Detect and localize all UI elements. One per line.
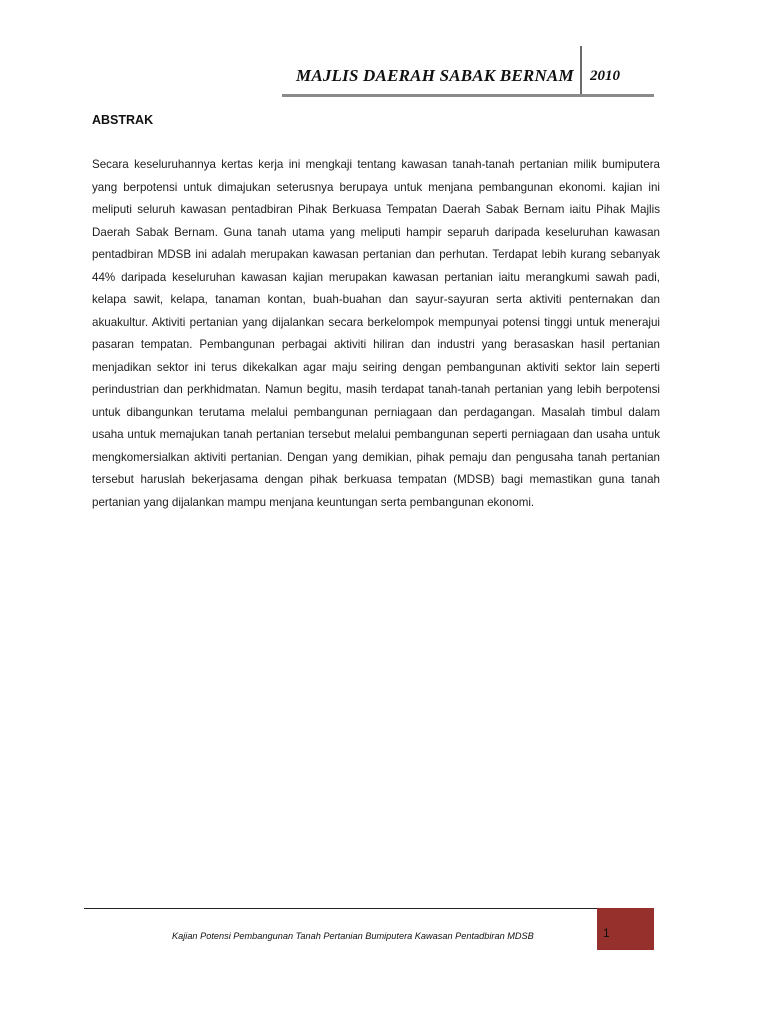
abstract-paragraph: Secara keseluruhannya kertas kerja ini mengkaji tentang kawasan tanah-tanah pertanian milik bumiputera yang berpotensi untuk dimajukan seterusnya berupaya untuk menjana pembangunan ekonomi. kajian ini meliputi seluruh kawasan pentadbiran Pihak Berkuasa Tempatan Daerah Sabak Bernam iaitu Pihak Majlis Daerah Sabak Bernam. Guna tanah utama yang meliputi hampir separuh daripada keseluruhan kawasan pentadbiran MDSB ini adalah merupakan kawasan pertanian dan perhutan. Terdapat lebih kurang sebanyak 44% daripada keseluruhan kawasan kajian merupakan kawasan pertanian iaitu merangkumi sawah padi, kelapa sawit, kelapa, tanaman kontan, buah-buahan dan sayur-sayuran serta aktiviti penternakan dan akuakultur. Aktiviti pertanian yang dijalankan secara berkelompok mempunyai potensi tinggi untuk menerajui pasaran tempatan. Pembangunan perbagai aktiviti hiliran dan industri yang berasaskan hasil pertanian menjadikan sektor ini terus dikekalkan agar maju seiring dengan pembangunan aktiviti sektor lain seperti perindustrian dan perkhidmatan. Namun begitu, masih terdapat tanah-tanah pertanian yang lebih berpotensi untuk dibangunkan terutama melalui pembangunan perniagaan dan perdagangan. Masalah timbul dalam usaha untuk memajukan tanah pertanian tersebut melalui pembangunan seperti perniagaan dan usaha untuk mengkomersialkan aktiviti pertanian. Dengan yang demikian, pihak pemaju dan pengusaha tanah pertanian tersebut haruslah bekerjasama dengan pihak berkuasa tempatan (MDSB) bagi memastikan guna tanah pertanian yang dijalankan mampu menjana keuntungan serta pembangunan ekonomi.	[92, 158, 660, 509]
header-year: 2010	[590, 68, 620, 84]
header-title: MAJLIS DAERAH SABAK BERNAM	[296, 66, 574, 85]
footer-rule	[84, 908, 598, 909]
header-divider-vertical	[580, 46, 582, 96]
page-number: 1	[603, 926, 610, 940]
section-heading: ABSTRAK	[92, 113, 154, 127]
footer-caption: Kajian Potensi Pembangunan Tanah Pertanian Bumiputera Kawasan Pentadbiran MDSB	[172, 931, 534, 941]
header-rule	[282, 94, 654, 97]
